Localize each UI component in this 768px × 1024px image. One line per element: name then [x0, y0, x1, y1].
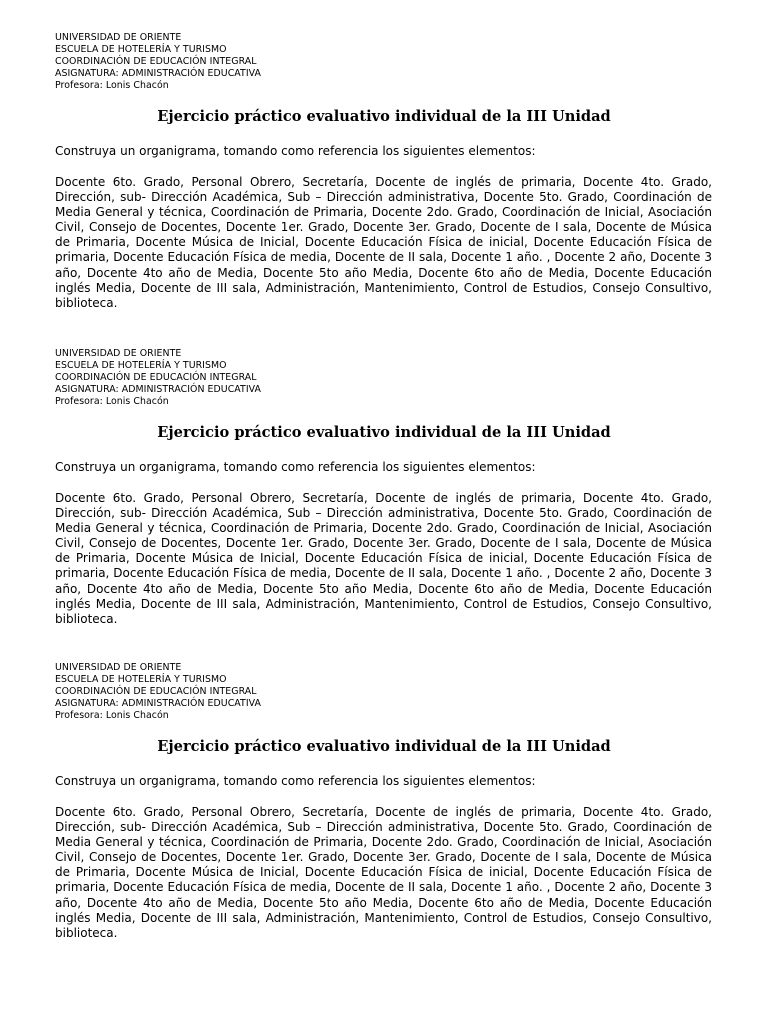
- subject-name: ASIGNATURA: ADMINISTRACIÓN EDUCATIVA: [55, 67, 261, 79]
- exercise-instruction: Construya un organigrama, tomando como referencia los siguientes elementos:: [55, 144, 536, 158]
- subject-name: ASIGNATURA: ADMINISTRACIÓN EDUCATIVA: [55, 697, 261, 709]
- elements-paragraph: Docente 6to. Grado, Personal Obrero, Secretaría, Docente de inglés de primaria, Docente 4to. Grado, Dirección, sub- Dirección Académica, Sub – Dirección administrativa, Docente 5to. Grado, Coordinación de Media General y técnica, Coordinación de Primaria, Docente 2do. Grado, Coordinación de Inicial, Asociación Civil, Consejo de Docentes, Docente 1er. Grado, Docente 3er. Grado, Docente de I sala, Docente de Música de Primaria, Docente Música de Inicial, Docente Educación Física de inicial, Docente Educación Física de primaria, Docente Educación Física de media, Docente de II sala, Docente 1 año. , Docente 2 año, Docente 3 año, Docente 4to año de Media, Docente 5to año Media, Docente 6to año de Media, Docente Educación inglés Media, Docente de III sala, Administración, Mantenimiento, Control de Estudios, Consejo Consultivo, biblioteca.: [55, 805, 712, 940]
- coordination-name: COORDINACIÓN DE EDUCACIÓN INTEGRAL: [55, 685, 257, 697]
- exercise-title: Ejercicio práctico evaluativo individual de la III Unidad: [157, 108, 611, 125]
- professor-name: Profesora: Lonis Chacón: [55, 709, 169, 721]
- coordination-name: COORDINACIÓN DE EDUCACIÓN INTEGRAL: [55, 55, 257, 67]
- school-name: ESCUELA DE HOTELERÍA Y TURISMO: [55, 673, 227, 685]
- institution-header: [55, 662, 261, 722]
- exercise-title: Ejercicio práctico evaluativo individual de la III Unidad: [157, 738, 611, 755]
- university-name: UNIVERSIDAD DE ORIENTE: [55, 662, 182, 673]
- professor-name: Profesora: Lonis Chacón: [55, 395, 169, 407]
- university-name: UNIVERSIDAD DE ORIENTE: [55, 32, 182, 43]
- coordination-name: COORDINACIÓN DE EDUCACIÓN INTEGRAL: [55, 371, 257, 383]
- school-name: ESCUELA DE HOTELERÍA Y TURISMO: [55, 43, 227, 55]
- institution-header: [55, 348, 261, 408]
- elements-paragraph: Docente 6to. Grado, Personal Obrero, Secretaría, Docente de inglés de primaria, Docente 4to. Grado, Dirección, sub- Dirección Académica, Sub – Dirección administrativa, Docente 5to. Grado, Coordinación de Media General y técnica, Coordinación de Primaria, Docente 2do. Grado, Coordinación de Inicial, Asociación Civil, Consejo de Docentes, Docente 1er. Grado, Docente 3er. Grado, Docente de I sala, Docente de Música de Primaria, Docente Música de Inicial, Docente Educación Física de inicial, Docente Educación Física de primaria, Docente Educación Física de media, Docente de II sala, Docente 1 año. , Docente 2 año, Docente 3 año, Docente 4to año de Media, Docente 5to año Media, Docente 6to año de Media, Docente Educación inglés Media, Docente de III sala, Administración, Mantenimiento, Control de Estudios, Consejo Consultivo, biblioteca.: [55, 491, 712, 626]
- exercise-instruction: Construya un organigrama, tomando como referencia los siguientes elementos:: [55, 774, 536, 788]
- professor-name: Profesora: Lonis Chacón: [55, 79, 169, 91]
- elements-paragraph: Docente 6to. Grado, Personal Obrero, Secretaría, Docente de inglés de primaria, Docente 4to. Grado, Dirección, sub- Dirección Académica, Sub – Dirección administrativa, Docente 5to. Grado, Coordinación de Media General y técnica, Coordinación de Primaria, Docente 2do. Grado, Coordinación de Inicial, Asociación Civil, Consejo de Docentes, Docente 1er. Grado, Docente 3er. Grado, Docente de I sala, Docente de Música de Primaria, Docente Música de Inicial, Docente Educación Física de inicial, Docente Educación Física de primaria, Docente Educación Física de media, Docente de II sala, Docente 1 año. , Docente 2 año, Docente 3 año, Docente 4to año de Media, Docente 5to año Media, Docente 6to año de Media, Docente Educación inglés Media, Docente de III sala, Administración, Mantenimiento, Control de Estudios, Consejo Consultivo, biblioteca.: [55, 175, 712, 310]
- exercise-title: Ejercicio práctico evaluativo individual de la III Unidad: [157, 424, 611, 441]
- exercise-instruction: Construya un organigrama, tomando como referencia los siguientes elementos:: [55, 460, 536, 474]
- subject-name: ASIGNATURA: ADMINISTRACIÓN EDUCATIVA: [55, 383, 261, 395]
- school-name: ESCUELA DE HOTELERÍA Y TURISMO: [55, 359, 227, 371]
- university-name: UNIVERSIDAD DE ORIENTE: [55, 348, 182, 359]
- institution-header: [55, 32, 261, 92]
